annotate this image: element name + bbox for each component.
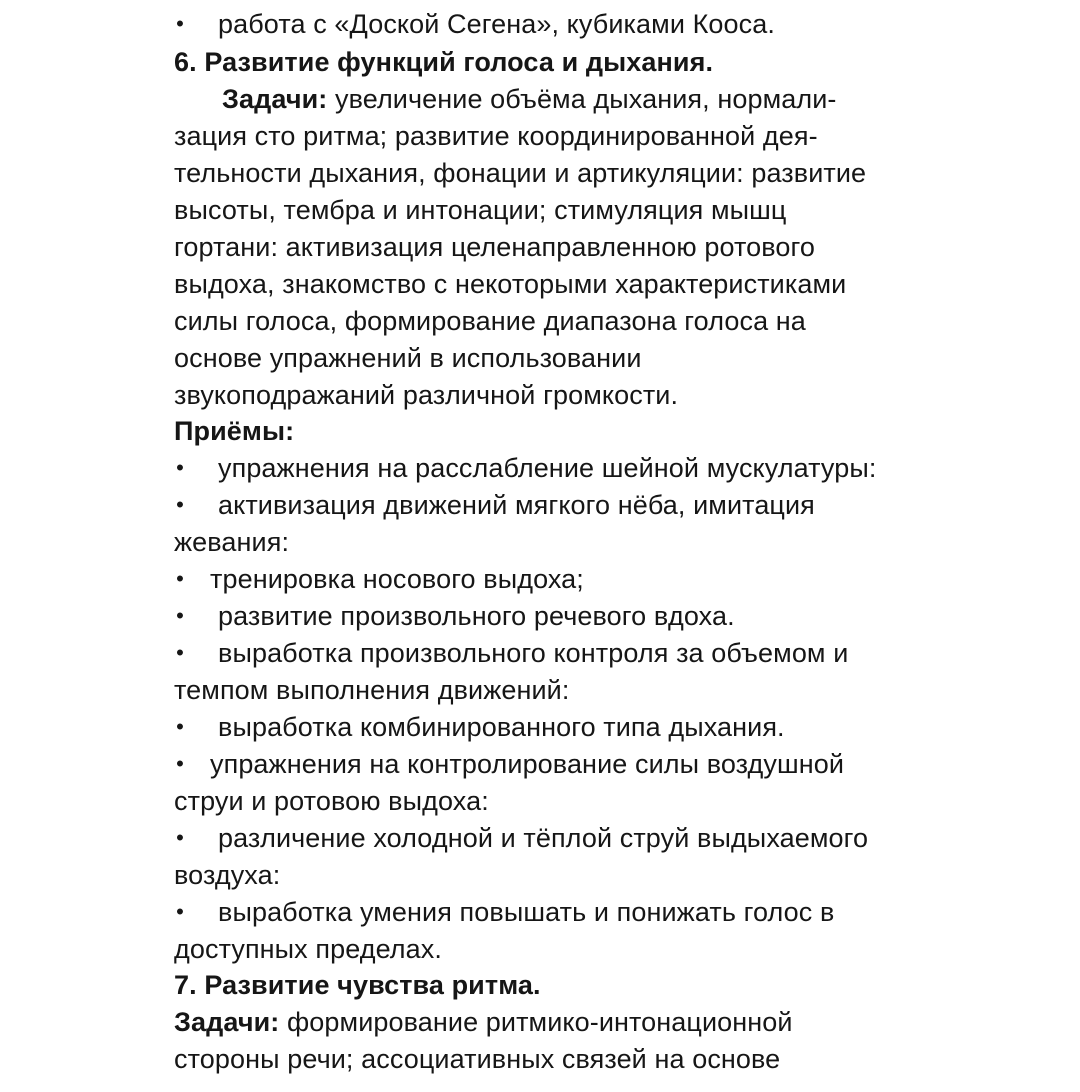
paragraph-line: выдоха, знакомство с некоторыми характеристиками — [174, 269, 847, 299]
bullet-icon: • — [176, 825, 184, 850]
list-item-continuation: доступных пределах. — [174, 934, 442, 964]
list-item-text: упражнения на расслабление шейной мускулатуры: — [218, 453, 877, 483]
list-item-text: выработка произвольного контроля за объемом и — [218, 638, 849, 668]
paragraph-line: звукоподражаний различной громкости. — [174, 380, 679, 410]
paragraph-line: высоты, тембра и интонации; стимуляция мышц — [174, 195, 787, 225]
section-heading: 6. Развитие функций голоса и дыхания. — [174, 47, 714, 77]
bullet-icon: • — [176, 640, 184, 665]
paragraph-line: гортани: активизация целенаправленною ротового — [174, 232, 815, 262]
paragraph-line: силы голоса, формирование диапазона голоса на — [174, 306, 806, 336]
bullet-icon: • — [176, 455, 184, 480]
list-item-text: упражнения на контролирование силы воздушной — [210, 749, 845, 779]
bullet-icon: • — [176, 566, 184, 591]
list-item-text: развитие произвольного речевого вдоха. — [218, 601, 735, 631]
bullet-icon: • — [176, 751, 184, 776]
list-item-text: тренировка носового выдоха; — [210, 564, 584, 594]
paragraph-line: зация сто ритма; развитие координированной дея- — [174, 121, 818, 151]
paragraph-line: тельности дыхания, фонации и артикуляции: развитие — [174, 158, 867, 188]
list-item-text: выработка умения повышать и понижать голос в — [218, 897, 835, 927]
list-item-continuation: струи и ротовою выдоха: — [174, 786, 489, 816]
list-item-text: работа с «Доской Сегена», кубиками Кооса. — [218, 9, 775, 39]
list-item-continuation: жевания: — [174, 527, 290, 557]
bullet-icon: • — [176, 492, 184, 517]
bullet-icon: • — [176, 11, 184, 36]
paragraph-text: увеличение объёма дыхания, нормали- — [327, 84, 837, 114]
bullet-icon: • — [176, 603, 184, 628]
paragraph-line: стороны речи; ассоциативных связей на основе — [174, 1044, 781, 1074]
list-item-text: выработка комбинированного типа дыхания. — [218, 712, 785, 742]
list-item-continuation: воздуха: — [174, 860, 281, 890]
paragraph-line: основе упражнений в использовании — [174, 343, 642, 373]
paragraph-line — [222, 81, 836, 117]
paragraph-line — [174, 1004, 793, 1040]
list-item-text: различение холодной и тёплой струй выдыхаемого — [218, 823, 869, 853]
list-item-text: активизация движений мягкого нёба, имитация — [218, 490, 815, 520]
tasks-label: Задачи: — [174, 1007, 280, 1037]
tasks-label: Задачи: — [222, 84, 328, 114]
list-item-continuation: темпом выполнения движений: — [174, 675, 570, 705]
bullet-icon: • — [176, 899, 184, 924]
paragraph-text: формирование ритмико-интонационной — [279, 1007, 793, 1037]
bullet-icon: • — [176, 714, 184, 739]
techniques-heading: Приёмы: — [174, 416, 295, 446]
section-heading: 7. Развитие чувства ритма. — [174, 970, 541, 1000]
